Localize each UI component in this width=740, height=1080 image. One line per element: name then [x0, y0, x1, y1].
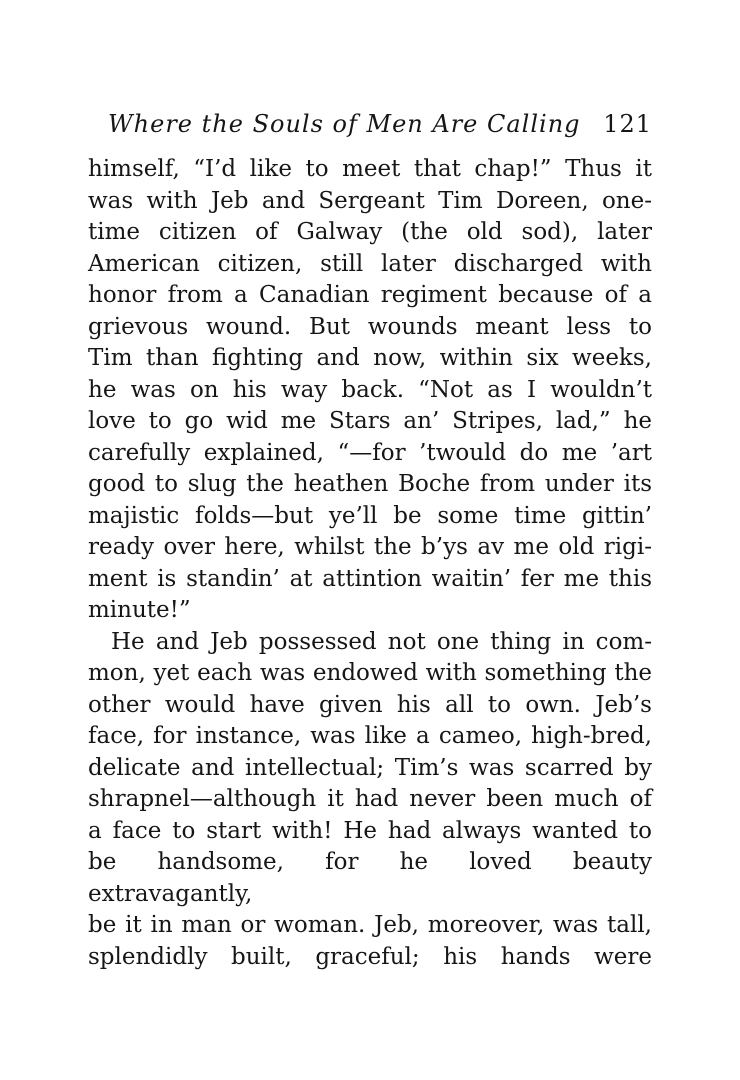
page-number: 121 — [603, 110, 652, 138]
text-line: shrapnel—although it had never been much of — [88, 786, 652, 812]
text-line: good to slug the heathen Boche from under its — [88, 471, 652, 497]
text-line: American citizen, still later discharged with — [88, 250, 652, 277]
text-line: Tim than fighting and now, within six weeks, — [88, 345, 652, 371]
text-line: majistic folds—but ye’ll be some time gittin’ — [88, 502, 652, 529]
text-line: delicate and intellectual; Tim’s was scarred by — [88, 754, 652, 781]
text-line: himself, “I’d like to meet that chap!” Thus it — [88, 156, 652, 182]
running-header-title: Where the Souls of Men Are Calling — [108, 110, 581, 138]
text-line: He and Jeb possessed not one thing in com- — [111, 628, 652, 655]
text-line: ment is standin’ at attintion waitin’ fer me this — [88, 565, 652, 592]
text-line: face, for instance, was like a cameo, high-bred, — [88, 723, 652, 749]
text-line: love to go wid me Stars an’ Stripes, lad,” he — [88, 408, 652, 434]
text-line: minute!” — [88, 597, 191, 623]
text-line: carefully explained, “—for ’twould do me ’art — [88, 439, 652, 466]
text-line: he was on his way back. “Not as I wouldn’t — [88, 376, 652, 403]
text-line: honor from a Canadian regiment because of a — [88, 282, 652, 308]
text-line: a face to start with! He had always wanted to — [88, 817, 652, 844]
paragraph — [88, 154, 652, 627]
page-body — [88, 154, 652, 973]
text-line: time citizen of Galway (the old sod), later — [88, 219, 652, 245]
text-line: other would have given his all to own. Jeb’s — [88, 691, 652, 718]
text-line: splendidly built, graceful; his hands were — [88, 943, 652, 970]
text-line: be handsome, for he loved beauty extravagantly, — [88, 849, 652, 907]
running-header — [88, 110, 652, 138]
paragraph — [88, 627, 652, 974]
text-line: grievous wound. But wounds meant less to — [88, 313, 652, 340]
text-line: be it in man or woman. Jeb, moreover, was tall, — [88, 912, 652, 938]
text-line: was with Jeb and Sergeant Tim Doreen, one- — [88, 187, 652, 214]
text-line: mon, yet each was endowed with something the — [88, 660, 652, 686]
text-line: ready over here, whilst the b’ys av me old rigi- — [88, 534, 652, 560]
